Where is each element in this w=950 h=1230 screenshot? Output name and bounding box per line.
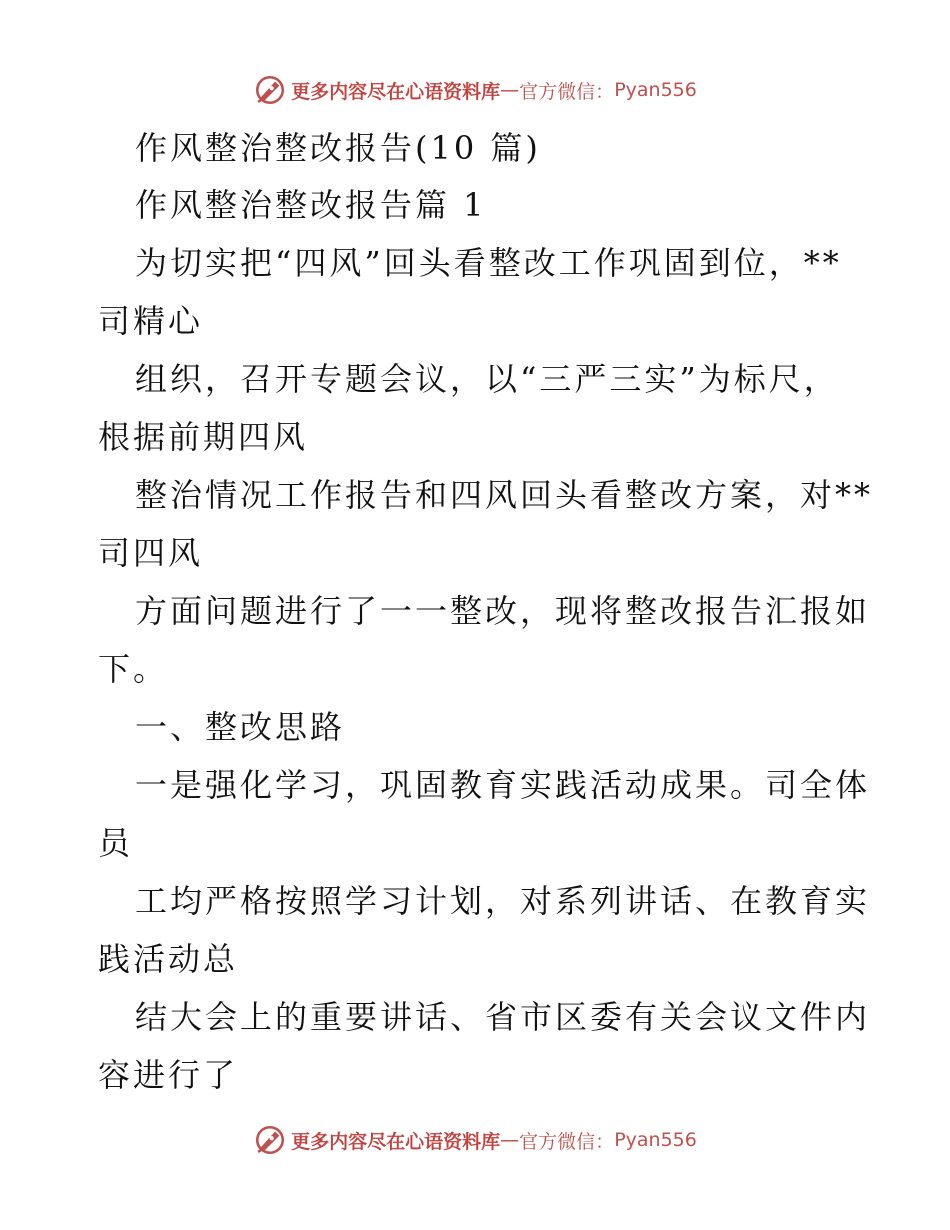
header-watermark — [0, 70, 950, 110]
paragraph-line: 员 — [98, 824, 134, 862]
watermark-site-text: 更多内容尽在心语资料库 — [291, 1130, 501, 1153]
watermark-site-text: 更多内容尽在心语资料库 — [291, 80, 501, 103]
section-heading: 作风整治整改报告篇 1 — [135, 186, 487, 224]
document-title: 作风整治整改报告(10 篇) — [135, 129, 541, 167]
pen-nib-seal-icon — [253, 73, 287, 107]
watermark-wechat-label: 官方微信： — [519, 80, 615, 103]
paragraph-line: 方面问题进行了一一整改，现将整改报告汇报如 — [135, 592, 871, 630]
paragraph-line: 组织，召开专题会议，以“三严三实”为标尺， — [135, 360, 839, 398]
footer-watermark — [0, 1120, 950, 1160]
watermark-dash: — — [500, 1129, 520, 1151]
pen-nib-seal-icon — [253, 1123, 287, 1157]
paragraph-line: 工均严格按照学习计划，对系列讲话、在教育实 — [135, 882, 871, 920]
paragraph-line: 结大会上的重要讲话、省市区委有关会议文件内 — [135, 998, 871, 1036]
paragraph-line: 一是强化学习，巩固教育实践活动成果。司全体 — [135, 766, 871, 804]
subsection-heading: 一、整改思路 — [135, 708, 346, 746]
watermark-wechat-id: Pyan556 — [614, 79, 697, 101]
watermark-wechat-label: 官方微信： — [519, 1130, 615, 1153]
paragraph-line: 容进行了 — [98, 1056, 239, 1094]
paragraph-line: 下。 — [98, 650, 169, 688]
paragraph-line: 践活动总 — [98, 940, 239, 978]
watermark-dash: — — [500, 79, 520, 101]
paragraph-line: 司四风 — [98, 534, 204, 572]
paragraph-line: 根据前期四风 — [98, 418, 309, 456]
watermark-wechat-id: Pyan556 — [614, 1129, 697, 1151]
paragraph-line: 整治情况工作报告和四风回头看整改方案，对** — [135, 476, 874, 514]
paragraph-line: 为切实把“四风”回头看整改工作巩固到位，** — [135, 244, 842, 282]
paragraph-line: 司精心 — [98, 302, 204, 340]
